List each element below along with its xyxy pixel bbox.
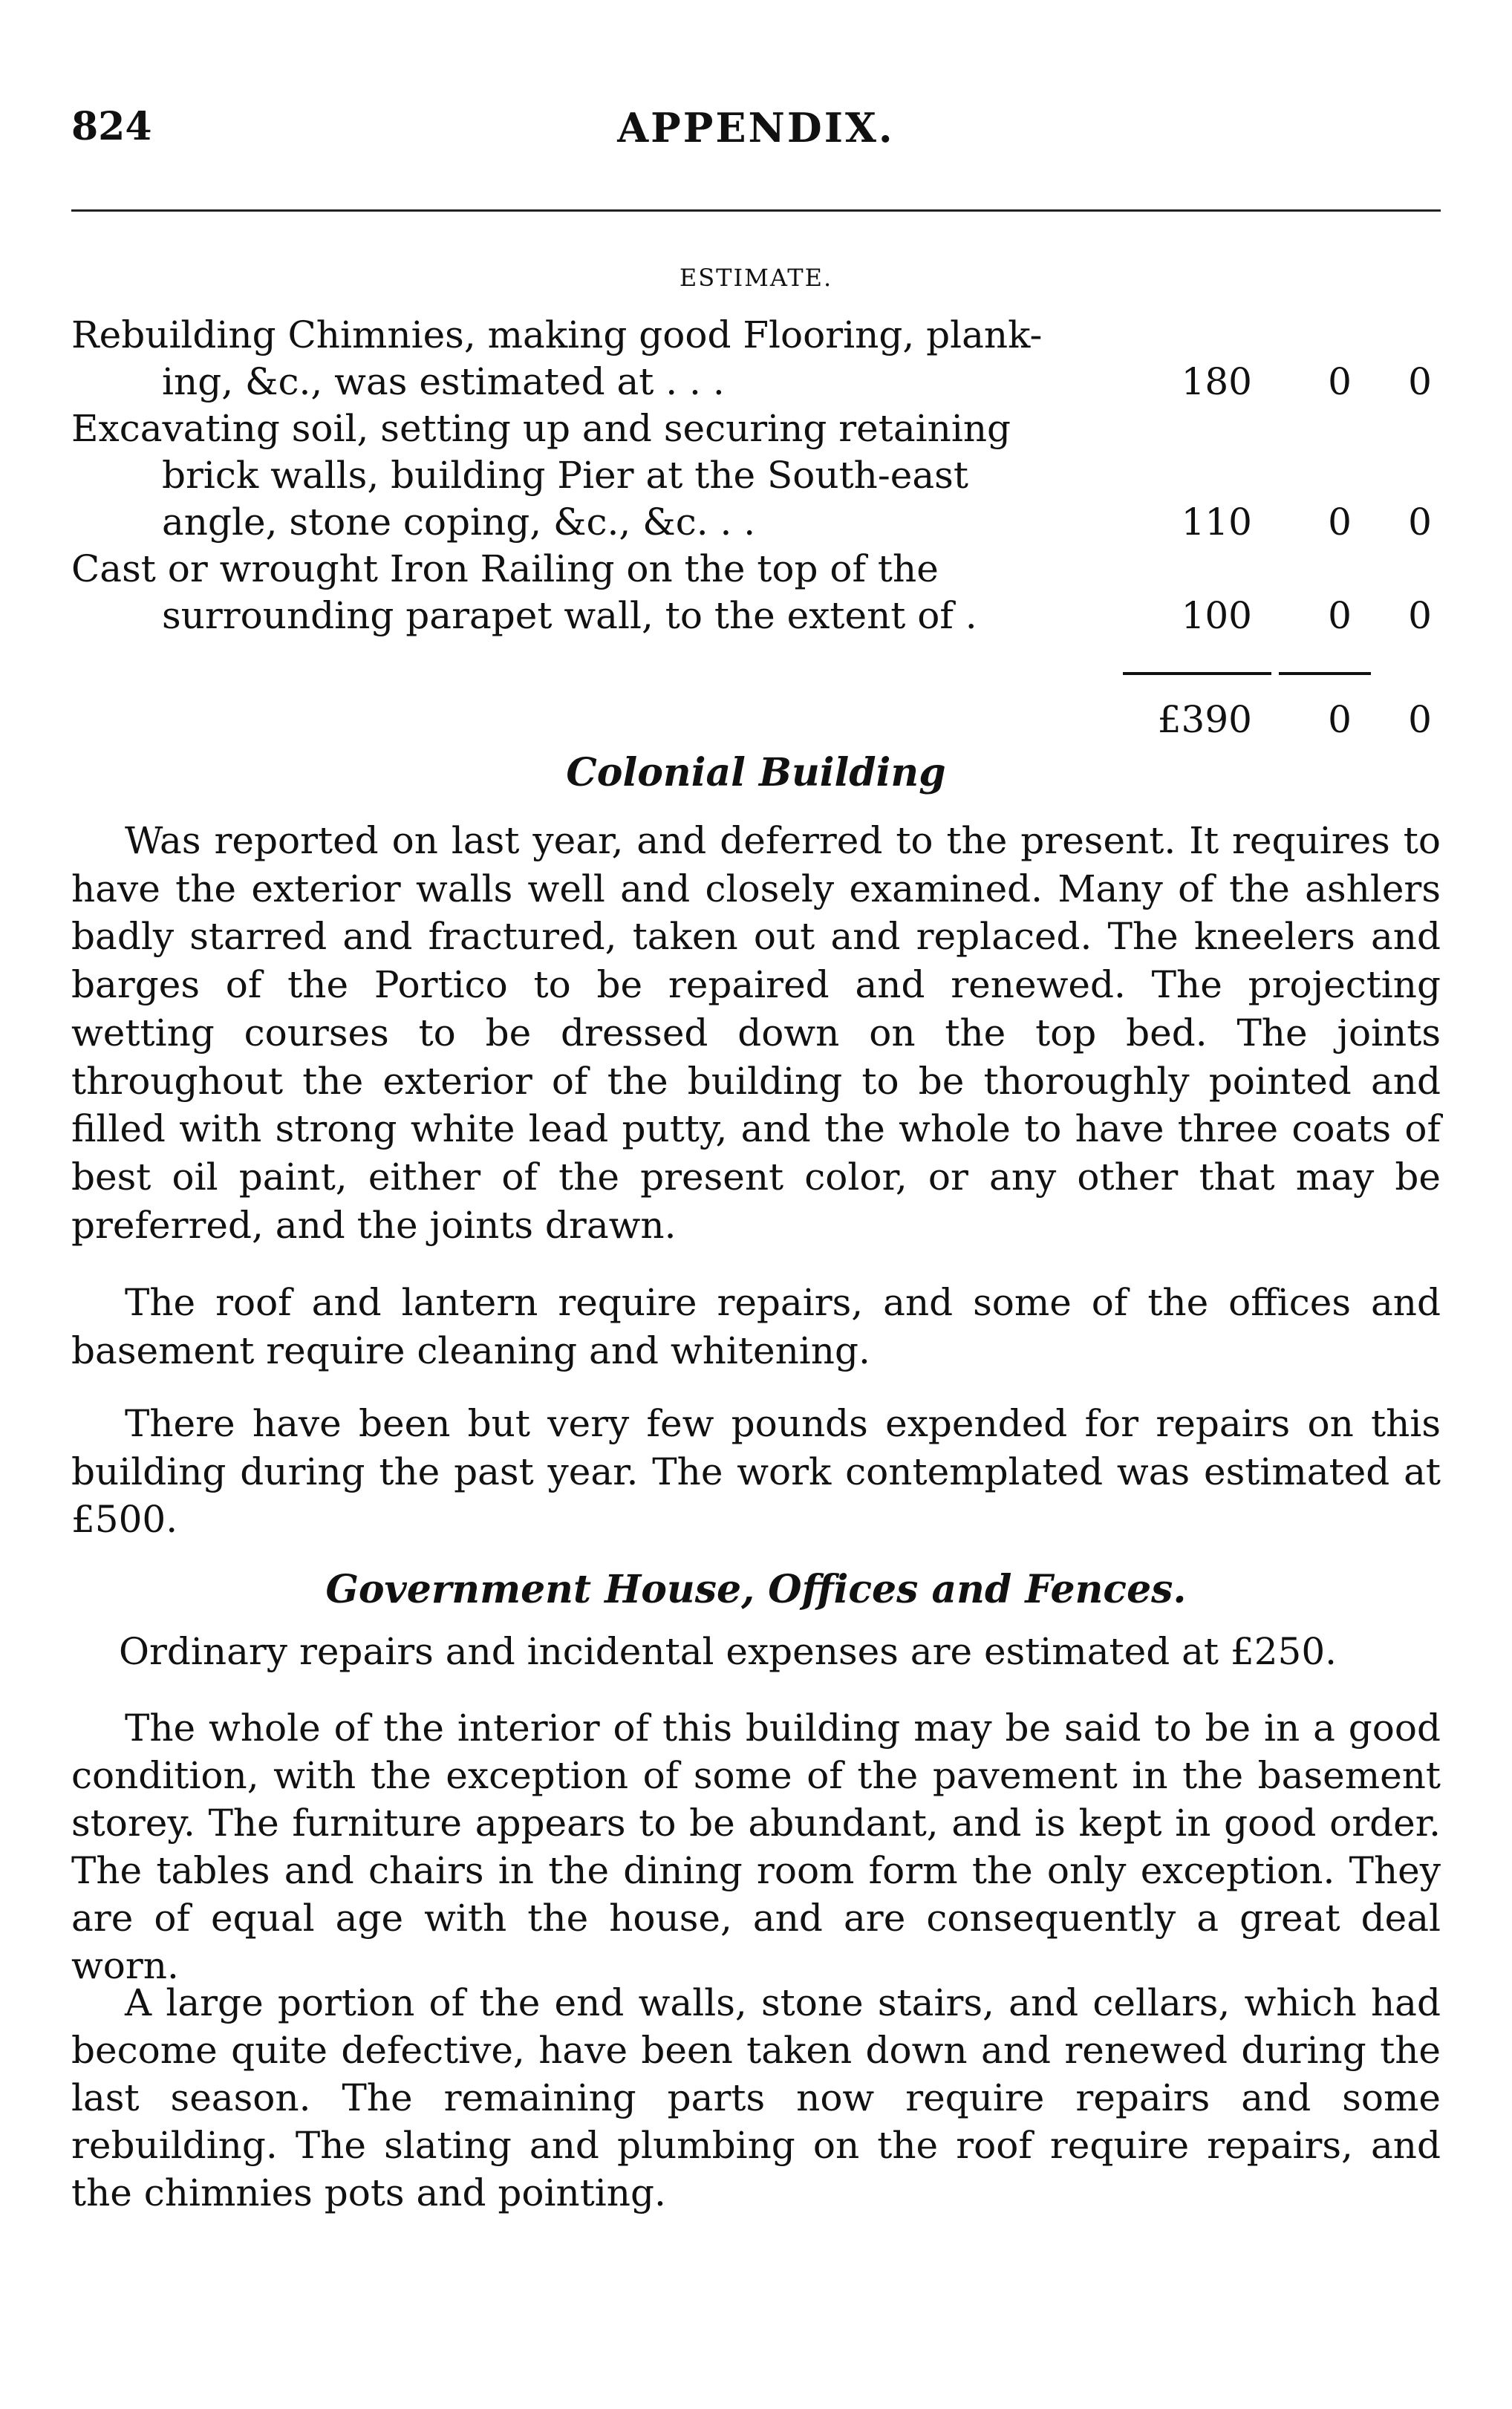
total-pence: 0 [1408,698,1432,741]
estimate-pence: 0 [1408,594,1432,637]
total-shillings: 0 [1328,698,1352,741]
estimate-item-text: angle, stone coping, &c., &c. . . [162,501,756,544]
estimate-pounds: 110 [1181,501,1252,544]
paragraph: The whole of the interior of this building may be said to be in a good condition, with the exception of some of the pavement in the basement storey. The furniture appears to be abundant, and is kept in good order. The tables and chairs in the dining room form the only exception. They are of equal age with the house, and are consequently a great deal worn. [71,1706,1441,1987]
estimate-line [71,312,1441,359]
page-header [71,104,1441,163]
section-heading-government-house: Government House, Offices and Fences. [325,1567,1187,1612]
paragraph: A large portion of the end walls, stone stairs, and cellars, which had become quite defective, have been taken down and renewed during the last season. The remaining parts now require repairs and some rebuilding. The slating and plumbing on the roof require repairs, and the chimnies pots and pointing. [71,1981,1441,2214]
estimate-line [71,452,1441,499]
total-pounds: £390 [1157,698,1252,741]
ordinary-repairs-line: Ordinary repairs and incidental expenses are estimated at £250. [119,1630,1337,1673]
estimate-total [71,697,1441,743]
estimate-shillings: 0 [1328,594,1352,637]
estimate-item-text: Rebuilding Chimnies, making good Flooring, plank- [71,313,1043,356]
estimate-table [71,312,1441,639]
estimate-pounds: 180 [1181,360,1252,403]
estimate-shillings: 0 [1328,360,1352,403]
estimate-pence: 0 [1408,360,1432,403]
estimate-line [71,546,1441,593]
estimate-item-text: surrounding parapet wall, to the extent of . [162,594,977,637]
estimate-item-text: brick walls, building Pier at the South-east [162,454,968,497]
estimate-item-text: Excavating soil, setting up and securing retaining [71,407,1011,450]
estimate-item-text: Cast or wrought Iron Railing on the top of the [71,547,939,590]
estimate-shillings: 0 [1328,501,1352,544]
running-title: APPENDIX. [617,104,895,151]
estimate-title: ESTIMATE. [679,264,833,292]
paragraph: Was reported on last year, and deferred to the present. It requires to have the exterior walls well and closely examined. Many of the ashlers badly starred and fractured, taken out and replaced. The kneelers and barges of the Portico to be repaired and renewed. The projecting wetting courses to be dressed down on the top bed. The joints throughout the exterior of the building to be thoroughly pointed and filled with strong white lead putty, and the whole to have three coats of best oil paint, either of the present color, or any other that may be preferred, and the joints drawn. [71,819,1441,1247]
section-heading-colonial-building: Colonial Building [566,750,946,795]
estimate-pounds: 100 [1181,594,1252,637]
estimate-item-text: ing, &c., was estimated at . . . [162,360,725,403]
estimate-total-line [71,697,1441,743]
paragraph: The roof and lantern require repairs, and some of the offices and basement require cleaning and whitening. [71,1281,1441,1372]
paragraph: There have been but very few pounds expended for repairs on this building during the past year. The work contemplated was estimated at £500. [71,1402,1441,1542]
estimate-line [71,359,1441,405]
estimate-pence: 0 [1408,501,1432,544]
estimate-line [71,405,1441,452]
header-rule [71,209,1441,212]
estimate-line [71,593,1441,639]
sum-rule [1279,672,1371,675]
page-number: 824 [71,104,152,149]
estimate-line [71,499,1441,546]
sum-rule [1123,672,1271,675]
